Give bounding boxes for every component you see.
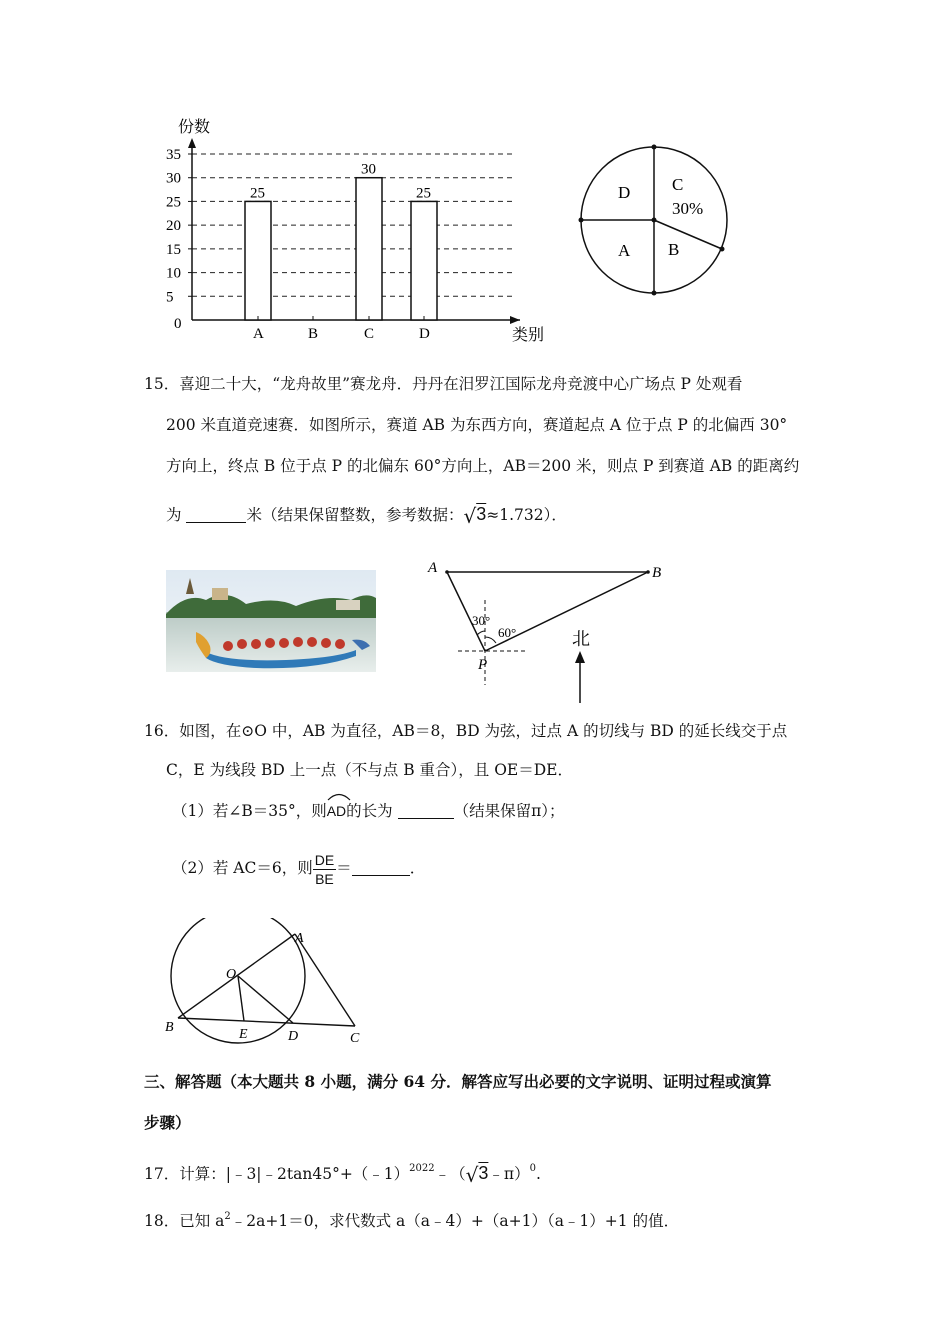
label-b: B xyxy=(652,565,662,581)
pie-label-b: B xyxy=(668,240,680,259)
category-label-b: B xyxy=(308,326,319,342)
sqrt-sign: √ xyxy=(463,504,477,528)
q15-line-4-pre: 为 xyxy=(166,506,187,524)
y-tick-label: 10 xyxy=(166,265,181,282)
bar-data-label-a: 25 xyxy=(250,185,265,202)
q16-circle-figure xyxy=(160,918,375,1048)
q15-line-4-mid: 米（结果保留整数，参考数据： xyxy=(246,506,464,524)
answer-blank xyxy=(352,859,410,876)
q16-part-2: （2）若 AC＝6，则 $\frac{DE}{BE}$ ＝ ． xyxy=(172,851,426,887)
label-angle-30: 30° xyxy=(472,613,491,628)
label-c: C xyxy=(350,1031,360,1046)
category-label-d: D xyxy=(419,326,430,342)
label-p: P xyxy=(478,657,488,673)
q17-mid: ﹣（ xyxy=(434,1165,466,1183)
answer-blank xyxy=(186,506,246,523)
label-e: E xyxy=(239,1027,248,1042)
dragon-boat-photo xyxy=(166,570,376,672)
segment-oe xyxy=(238,976,244,1021)
arc-symbol-icon xyxy=(327,791,351,801)
q17-exponent-2022: 2022 xyxy=(409,1163,435,1174)
x-axis-label: 类别 xyxy=(512,327,545,344)
q16-part-1-post: （结果保留π）； xyxy=(453,802,565,820)
q15-geometry-figure xyxy=(420,555,680,710)
q16-part-2-pre: （2）若 AC＝6，则 xyxy=(172,859,313,877)
label-d: D xyxy=(288,1029,299,1044)
label-angle-60: 60° xyxy=(498,625,517,640)
y-axis-arrow xyxy=(188,138,196,148)
q18-pre: 18．已知 a xyxy=(144,1212,225,1230)
label-a: A xyxy=(428,560,438,576)
q17 xyxy=(144,1158,541,1186)
q16-part-2-post: ． xyxy=(409,859,426,877)
pie-dot xyxy=(720,247,725,252)
bar-data-label-c: 30 xyxy=(361,161,376,178)
q16-line-2: C，E 为线段 BD 上一点（不与点 B 重合），且 OE＝DE． xyxy=(166,761,573,779)
category-label-a: A xyxy=(253,326,264,342)
pie-label-c: C xyxy=(672,175,684,194)
sqrt-sign: √ xyxy=(465,1163,479,1187)
pie-dot xyxy=(579,218,584,223)
point-a xyxy=(445,570,449,574)
q15-line-1: 15．喜迎二十大，“龙舟故里”赛龙舟．丹丹在汨罗江国际龙舟竞渡中心广场点 P 处观看 xyxy=(144,375,743,393)
q17-exponent-0: 0 xyxy=(529,1163,536,1174)
pie-label-d: D xyxy=(618,183,631,202)
q17-end: . xyxy=(535,1165,541,1183)
q16-line-1: 16．如图，在⊙O 中，AB 为直径，AB＝8，BD 为弦，过点 A 的切线与 BD 的延长线交于点 xyxy=(144,722,788,740)
pie-dot xyxy=(652,291,657,296)
section-3-heading-line-2: 步骤） xyxy=(144,1113,191,1132)
pie-annotation-c: 30% xyxy=(672,199,704,218)
angle-arc-30 xyxy=(477,631,485,635)
tangent-ac xyxy=(295,934,355,1026)
bar-c xyxy=(356,178,382,320)
sqrt-radicand: 3 xyxy=(478,1163,489,1183)
y-tick-label: 30 xyxy=(166,170,181,187)
label-o: O xyxy=(226,967,237,982)
bar-chart xyxy=(150,108,570,348)
q16-part-1-pre: （1）若∠B＝35°，则 xyxy=(172,802,327,820)
label-north: 北 xyxy=(572,629,590,649)
y-tick-label: 25 xyxy=(166,194,181,211)
point-b xyxy=(646,570,650,574)
y-tick-label: 5 xyxy=(166,289,174,306)
q18 xyxy=(144,1206,679,1232)
q15-line-4-post: ≈1.732）． xyxy=(486,506,567,524)
segment-od xyxy=(238,976,293,1023)
bar-a xyxy=(245,201,271,320)
q15-line-2: 200 米直道竞速赛．如图所示，赛道 AB 为东西方向，赛道起点 A 位于点 P 的北偏西 30° xyxy=(166,416,788,434)
section-3-heading-line-1: 三、解答题（本大题共 8 小题，满分 64 分．解答应写出必要的文字说明、证明过程或演算 xyxy=(144,1072,772,1091)
y-tick-label: 15 xyxy=(166,241,181,258)
y-tick-label: 20 xyxy=(166,218,181,235)
fraction-numerator: DE xyxy=(314,851,335,868)
q15-line-3: 方向上，终点 B 位于点 P 的北偏东 60°方向上，AB＝200 米，则点 P 到赛道 AB 的距离约 xyxy=(166,457,800,475)
q17-post: ﹣π） xyxy=(488,1165,530,1183)
label-a: A xyxy=(295,931,304,946)
q18-post: ﹣2a+1＝0，求代数式 a（a﹣4）+（a+1）（a﹣1）+1 的值． xyxy=(230,1212,680,1230)
y-ticks xyxy=(166,147,192,332)
diameter-ab xyxy=(178,934,295,1018)
q17-pre: 17．计算：|﹣3|﹣2tan45°+（﹣1） xyxy=(144,1165,410,1183)
arc-ad-label: AD xyxy=(326,803,347,819)
north-arrow-icon xyxy=(575,651,585,663)
bar-d xyxy=(411,201,437,320)
pie-center xyxy=(652,218,657,223)
pie-divider-right xyxy=(654,220,722,249)
answer-blank xyxy=(398,802,454,819)
pie-chart xyxy=(570,140,740,310)
fraction-denominator: BE xyxy=(315,870,334,887)
fraction-de-be xyxy=(313,851,336,888)
y-tick-label: 35 xyxy=(166,147,181,163)
sqrt-radicand: 3 xyxy=(476,504,487,524)
gridlines xyxy=(192,154,512,296)
x-axis-arrow xyxy=(510,316,520,324)
bar-data-label-d: 25 xyxy=(416,185,431,202)
q18-exponent: 2 xyxy=(224,1211,231,1222)
category-label-c: C xyxy=(364,326,375,342)
segment-ap xyxy=(447,572,485,651)
y-axis-label: 份数 xyxy=(178,119,211,136)
segment-bc xyxy=(178,1018,355,1026)
pie-label-a: A xyxy=(618,241,631,260)
q15-line-4 xyxy=(166,503,567,527)
q16-part-1 xyxy=(172,800,565,822)
pie-dot xyxy=(652,145,657,150)
q16-part-1-mid: 的长为 xyxy=(346,802,398,820)
y-tick-label: 0 xyxy=(174,316,182,332)
angle-arc-60 xyxy=(485,637,496,643)
arc-ad xyxy=(327,800,346,822)
label-b: B xyxy=(165,1020,174,1035)
